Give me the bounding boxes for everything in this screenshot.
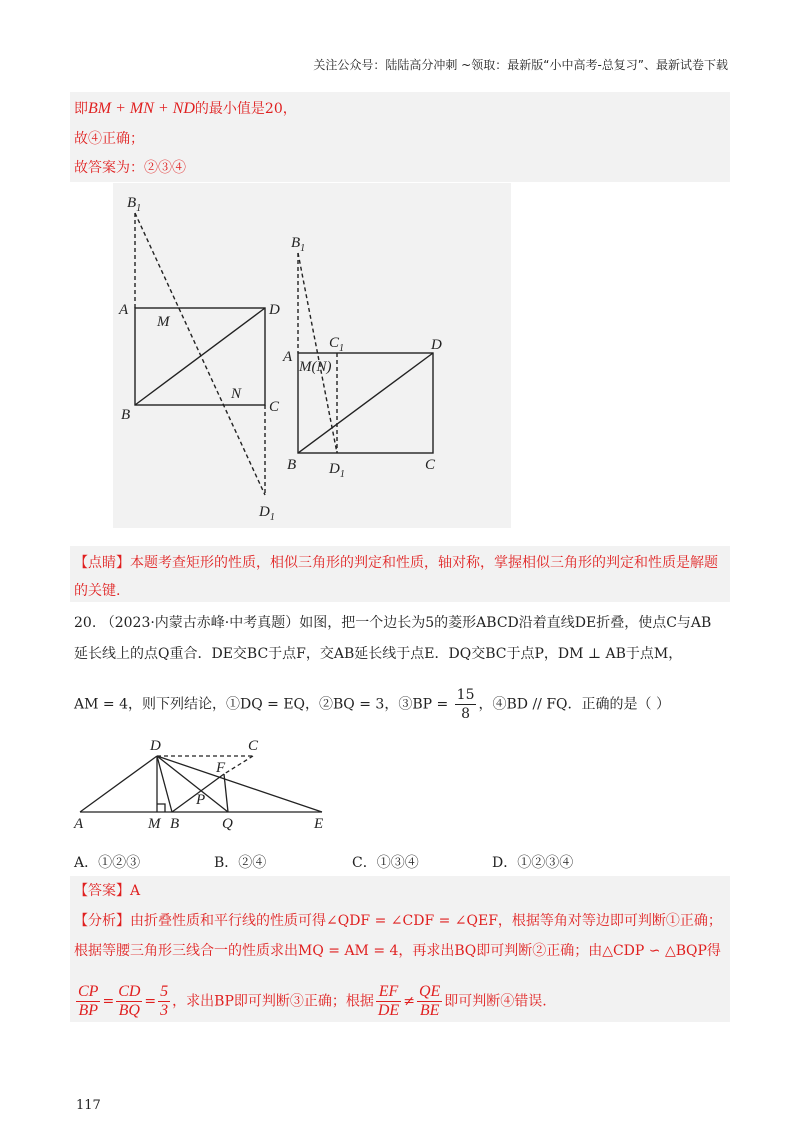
bp-fraction-den: 8: [461, 706, 471, 722]
label-n-left: N: [231, 386, 242, 402]
label-a-right: A: [283, 349, 293, 365]
solution-math: BM + MN + ND: [88, 100, 195, 117]
label-c: C: [248, 738, 259, 754]
solution-line-1: [74, 98, 297, 118]
label-d1-right: $D_1$: [329, 461, 345, 480]
problem-20-line-1: [74, 612, 711, 632]
frac-qe-be: [417, 983, 442, 1020]
frac-cp-num: CP: [78, 983, 99, 1000]
option-d[interactable]: D．①②③④: [492, 855, 574, 871]
label-a: A: [74, 816, 84, 832]
dianjing-line-2: 的关键.: [74, 583, 121, 599]
label-d1-left: $D_1$: [259, 504, 275, 523]
label-b1-left: $B_1$: [127, 195, 142, 214]
label-a-left: A: [119, 302, 129, 318]
frac-bp-den: BP: [78, 1002, 98, 1019]
analysis-mid-text: ，求出BP即可判断③正确；根据: [172, 993, 374, 1010]
line-cf: [224, 756, 253, 774]
page-number: 117: [76, 1098, 101, 1113]
page-header: 关注公众号：陆陆高分冲刺 ~领取：最新版“小中高考-总复习”、最新试卷下载: [313, 58, 728, 72]
label-d: D: [150, 738, 161, 754]
analysis-line-2: 根据等腰三角形三线合一的性质求出MQ = AM = 4，再求出BQ即可判断②正确；由△CDP ∽ △BQP得: [74, 943, 721, 959]
label-mn-right: M(N): [299, 359, 332, 375]
problem-text-3b: ，④BD // FQ．正确的是（ ）: [478, 696, 670, 713]
frac-ef-num: EF: [376, 983, 401, 1002]
problem-20-line-2: 延长线上的点Q重合．DE交BC于点F，交AB延长线于点E．DQ交BC于点P，DM ⊥ AB于点M，: [74, 646, 683, 662]
option-a[interactable]: A．①②③: [74, 855, 141, 871]
analysis-line-3: $\frac{CP}{BP}$ = $\frac{CD}{BQ}$ = $\frac{5}{3}$ ，求出BP即可判断③正确；根据 $\frac{EF}{DE}$ ≠ $\frac{QE}{BE}$ 即可判断④错误.: [78, 983, 547, 1019]
frac-5-3: [158, 983, 170, 1020]
analysis-line-1: [74, 910, 722, 930]
right-angle-mark: [157, 804, 165, 812]
answer-tag: 【答案】: [74, 883, 130, 899]
label-c1-right: $C_1$: [329, 335, 345, 354]
figure-2: [70, 732, 340, 832]
solution-prefix: 即: [74, 101, 88, 117]
frac-qe-num: QE: [418, 983, 441, 1000]
label-b-left: B: [121, 407, 131, 423]
figure-1: [113, 183, 511, 528]
bp-fraction-num: 15: [456, 687, 475, 703]
frac-de-den: DE: [377, 1002, 400, 1019]
frac-bq-den: BQ: [118, 1002, 140, 1019]
problem-text-1: 如图，把一个边长为5的菱形ABCD沿着直线DE折叠，使点C与AB: [299, 615, 712, 631]
problem-number: 20.: [74, 615, 97, 631]
label-b: B: [170, 816, 180, 832]
line-ad: [80, 756, 157, 812]
neq-sign: ≠: [403, 993, 415, 1010]
frac-3-den: 3: [160, 1002, 169, 1019]
answer-line: [74, 880, 140, 900]
frac-5-num: 5: [160, 983, 169, 1000]
figure-2-svg: [70, 732, 340, 832]
label-p: P: [196, 792, 206, 808]
left-diagonal: [135, 308, 265, 405]
problem-text-3a: AM = 4，则下列结论，①DQ = EQ，②BQ = 3，③BP =: [74, 696, 453, 713]
label-q: Q: [222, 816, 233, 832]
label-m: M: [148, 816, 161, 832]
label-c-right: C: [425, 457, 436, 473]
option-c[interactable]: C．①③④: [352, 855, 419, 871]
solution-line-3: 故答案为：②③④: [74, 160, 186, 176]
label-e: E: [314, 816, 324, 832]
label-b1-right: $B_1$: [291, 235, 306, 254]
label-d-right: D: [431, 337, 442, 353]
dianjing-text-1: 本题考查矩形的性质，相似三角形的判定和性质，轴对称，掌握相似三角形的判定和性质是解题: [130, 555, 718, 571]
frac-cd-bq: [116, 983, 142, 1020]
label-b-right: B: [287, 457, 297, 473]
left-dash-b1-d1: [135, 213, 265, 495]
label-c-left: C: [269, 399, 280, 415]
analysis-end-text: 即可判断④错误.: [444, 993, 547, 1010]
label-d-left: D: [269, 302, 280, 318]
bp-fraction: [455, 686, 477, 723]
frac-ef-de: [376, 983, 401, 1020]
analysis-text-1: 由折叠性质和平行线的性质可得∠QDF = ∠CDF = ∠QEF，根据等角对等边即可判断①正确；: [130, 913, 722, 929]
problem-source: （2023·内蒙古赤峰·中考真题）: [100, 615, 300, 631]
label-f: F: [216, 760, 226, 776]
solution-text: 的最小值是20，: [194, 101, 297, 117]
frac-be-den: BE: [419, 1002, 440, 1019]
frac-cd-num: CD: [118, 983, 141, 1000]
frac-cp-bp: [76, 983, 100, 1020]
solution-line-2: 故④正确；: [74, 131, 144, 147]
dianjing-tag: 【点睛】: [74, 555, 130, 571]
dianjing-line-1: [74, 552, 718, 572]
label-m-left: M: [157, 314, 170, 330]
option-b[interactable]: B．②④: [214, 855, 267, 871]
figure-1-svg: [113, 183, 511, 528]
answer-value: A: [130, 883, 141, 899]
problem-20-line-3: [74, 686, 670, 723]
analysis-tag: 【分析】: [74, 913, 130, 929]
